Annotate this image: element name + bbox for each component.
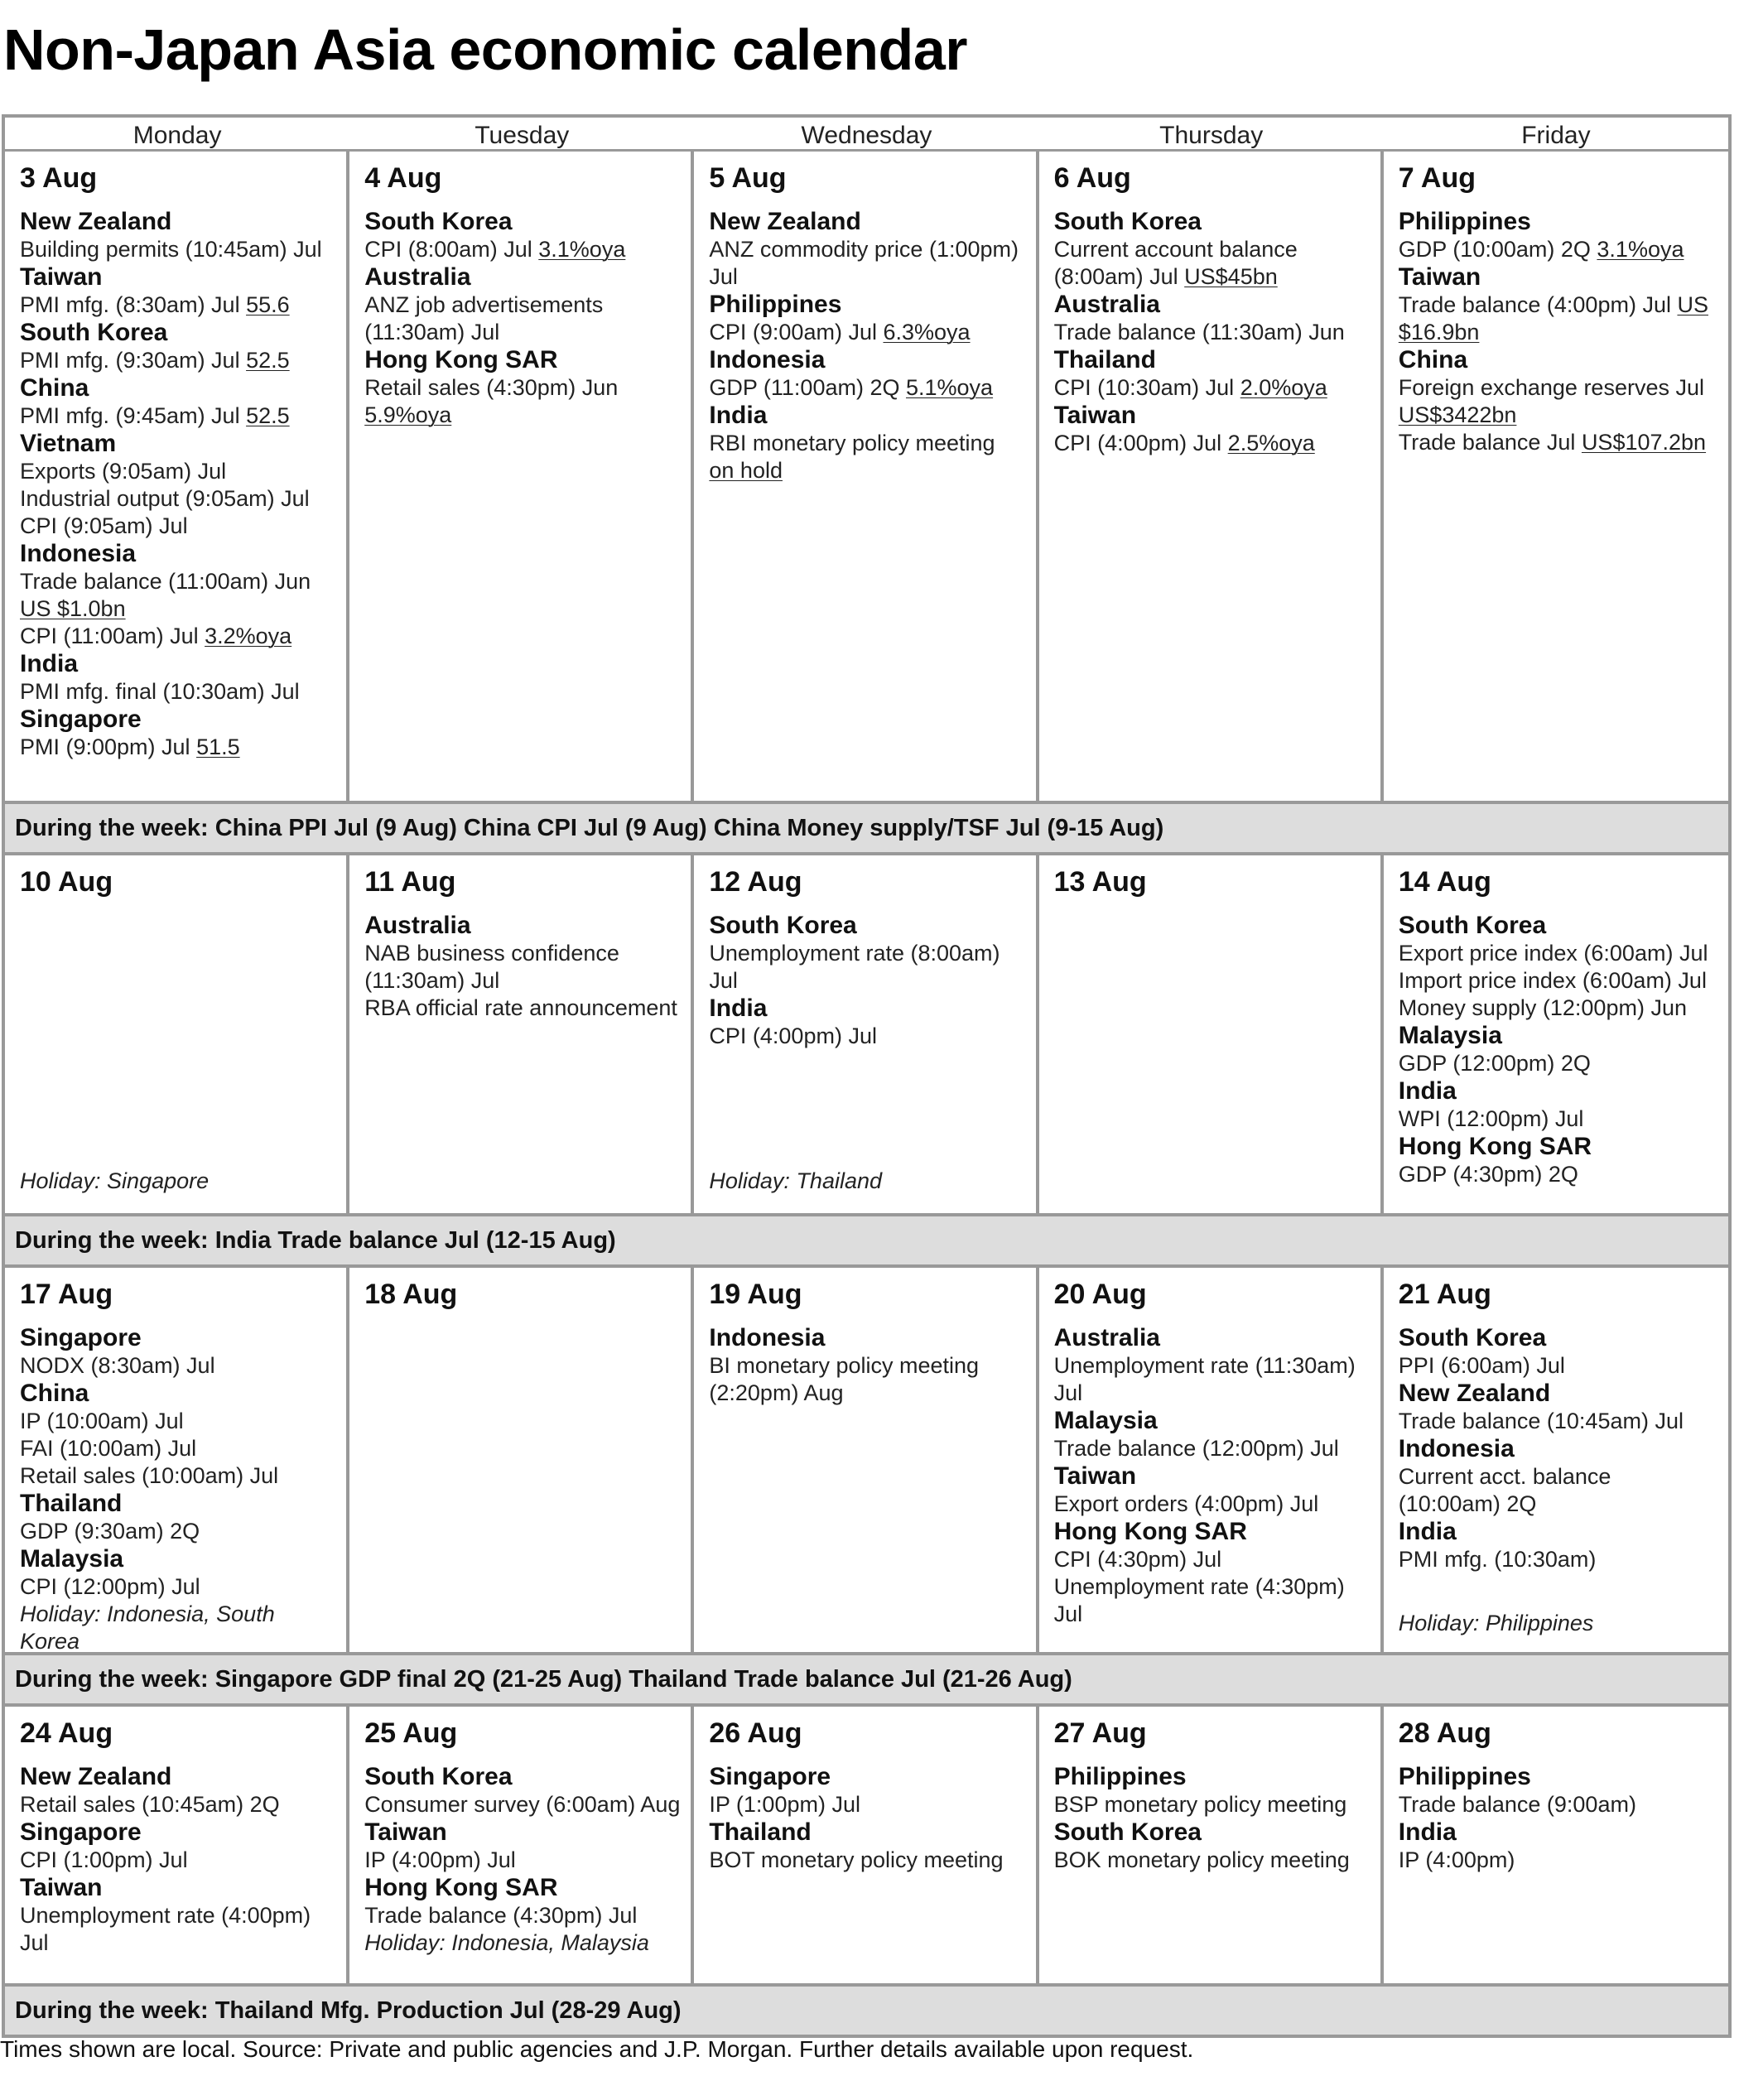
event-text: Unemployment rate (11:30am) Jul [1053, 1353, 1356, 1405]
event-text: Trade balance (12:00pm) Jul [1053, 1436, 1339, 1461]
event-line [20, 513, 336, 540]
event-line [20, 485, 336, 513]
event-line [20, 734, 336, 761]
event-text: PMI mfg. (9:30am) Jul [20, 348, 247, 373]
event-line [709, 319, 1025, 346]
forecast-value: 52.5 [246, 348, 290, 373]
event-text: Unemployment rate (4:00pm) Jul [20, 1903, 311, 1955]
event-text: Unemployment rate (4:30pm) Jul [1053, 1574, 1345, 1626]
event-text: BSP monetary policy meeting [1053, 1792, 1347, 1817]
event-text: ANZ job advertisements (11:30am) Jul [364, 292, 604, 344]
day-date: 19 Aug [709, 1279, 802, 1310]
event-text: GDP (12:00pm) 2Q [1398, 1051, 1591, 1076]
event-text: Retail sales (10:00am) Jul [20, 1463, 279, 1488]
event-line [364, 236, 681, 263]
event-text: IP (4:00pm) Jul [364, 1847, 516, 1872]
event-text: PMI (9:00pm) Jul [20, 735, 197, 759]
country-name: South Korea [1053, 208, 1202, 235]
event-text: PMI mfg. (10:30am) [1398, 1547, 1597, 1572]
day-cell [1384, 152, 1728, 801]
event-text: GDP (4:30pm) 2Q [1398, 1162, 1578, 1187]
event-line [20, 1902, 336, 1957]
country-name: Indonesia [709, 346, 826, 373]
day-cell [694, 1268, 1038, 1655]
event-line [1399, 1847, 1718, 1874]
day-date: 11 Aug [364, 866, 456, 898]
day-date: 20 Aug [1053, 1279, 1147, 1310]
country-name: Indonesia [20, 540, 137, 567]
country-name: Taiwan [20, 1874, 103, 1901]
event-line [1054, 374, 1370, 402]
event-text: Trade balance (4:00pm) Jul [1398, 292, 1678, 317]
event-text: CPI (9:00am) Jul [709, 320, 884, 344]
country-name: Singapore [709, 1763, 831, 1790]
event-line [20, 458, 336, 485]
event-line [20, 347, 336, 374]
event-text: PMI mfg. (8:30am) Jul [20, 292, 247, 317]
event-text: Import price index (6:00am) Jul [1398, 968, 1707, 993]
day-cell [349, 1268, 694, 1655]
event-text: CPI (12:00pm) Jul [20, 1574, 200, 1599]
country-name: Hong Kong SAR [1398, 1133, 1592, 1160]
country-name: India [709, 402, 768, 429]
event-line [20, 1573, 336, 1601]
country-name: Hong Kong SAR [364, 1874, 558, 1901]
event-text: CPI (4:00pm) Jul [709, 1024, 877, 1048]
event-line [20, 568, 336, 623]
forecast-value: 3.1%oya [1597, 237, 1684, 262]
country-name: Australia [1053, 291, 1160, 318]
country-name: Thailand [1053, 346, 1156, 373]
event-text: Current acct. balance (10:00am) 2Q [1398, 1464, 1611, 1516]
event-line [20, 1847, 336, 1874]
country-name: Philippines [1053, 1763, 1187, 1790]
forecast-value: US$3422bn [1398, 402, 1517, 427]
event-line [1054, 1546, 1370, 1573]
country-name: Hong Kong SAR [1053, 1518, 1247, 1545]
country-name: South Korea [364, 1763, 513, 1790]
day-cell [349, 1707, 694, 1983]
event-text: RBA official rate announcement [364, 995, 677, 1020]
event-text: CPI (8:00am) Jul [364, 237, 539, 262]
event-text: Consumer survey (6:00am) Aug [364, 1792, 681, 1817]
event-line [364, 1847, 681, 1874]
day-date: 10 Aug [20, 866, 113, 898]
event-line [20, 1791, 336, 1818]
event-text: Retail sales (10:45am) 2Q [20, 1792, 280, 1817]
day-date: 7 Aug [1398, 162, 1476, 194]
country-name: Taiwan [20, 263, 103, 291]
country-name: China [1398, 346, 1468, 373]
week-row [5, 1707, 1728, 1987]
event-line [364, 995, 681, 1022]
event-text: NAB business confidence (11:30am) Jul [364, 941, 619, 993]
forecast-value: US $16.9bn [1398, 292, 1708, 344]
day-cell [694, 1707, 1038, 1983]
weeks-container [5, 152, 1728, 2038]
event-text: CPI (1:00pm) Jul [20, 1847, 188, 1872]
event-text: PMI mfg. final (10:30am) Jul [20, 679, 300, 704]
day-header-row [5, 118, 1728, 152]
country-name: Australia [364, 263, 471, 291]
event-line [709, 1352, 1025, 1407]
event-text: Trade balance Jul [1398, 430, 1582, 455]
forecast-value: 6.3%oya [883, 320, 971, 344]
event-line [20, 236, 336, 263]
event-line [1054, 1491, 1370, 1518]
event-line [20, 623, 336, 650]
event-text: Current account balance (8:00am) Jul [1053, 237, 1298, 289]
country-name: India [1398, 1818, 1457, 1846]
event-line [1399, 1352, 1718, 1380]
country-name: Taiwan [1053, 1462, 1137, 1490]
country-name: Singapore [20, 706, 142, 733]
country-name: Malaysia [1053, 1407, 1158, 1434]
day-header-tuesday: Tuesday [474, 122, 570, 149]
day-cell [5, 1268, 349, 1655]
event-text: PPI (6:00am) Jul [1398, 1353, 1565, 1378]
event-line [709, 1023, 1025, 1050]
forecast-value: 3.2%oya [205, 624, 292, 648]
event-text: NODX (8:30am) Jul [20, 1353, 215, 1378]
event-text: FAI (10:00am) Jul [20, 1436, 197, 1461]
forecast-value: 5.9%oya [364, 402, 452, 427]
country-name: South Korea [1053, 1818, 1202, 1846]
event-line [1054, 1847, 1370, 1874]
event-line [364, 940, 681, 995]
day-cell [349, 152, 694, 801]
event-line [1399, 1546, 1718, 1573]
event-text: IP (4:00pm) [1398, 1847, 1515, 1872]
day-date: 13 Aug [1053, 866, 1147, 898]
event-line [1399, 236, 1718, 263]
country-name: South Korea [1398, 1324, 1547, 1351]
event-line [20, 678, 336, 706]
day-header-thursday: Thursday [1159, 122, 1264, 149]
event-text: Retail sales (4:30pm) Jun [364, 375, 619, 400]
event-line [1399, 291, 1718, 346]
country-name: South Korea [1398, 912, 1547, 939]
event-line [709, 1791, 1025, 1818]
forecast-value: 51.5 [196, 735, 240, 759]
day-cell [694, 152, 1038, 801]
event-text: BOT monetary policy meeting [709, 1847, 1004, 1872]
event-line [709, 374, 1025, 402]
day-cell [1384, 855, 1728, 1213]
event-line [1399, 995, 1718, 1022]
event-text: Exports (9:05am) Jul [20, 459, 227, 484]
event-line [1399, 1050, 1718, 1077]
event-line [364, 1902, 681, 1929]
event-line [1399, 967, 1718, 995]
week-row [5, 152, 1728, 804]
event-text: GDP (11:00am) 2Q [709, 375, 906, 400]
event-text: RBI monetary policy meeting [709, 431, 995, 455]
day-date: 26 Aug [709, 1717, 802, 1749]
forecast-value: on hold [709, 458, 783, 483]
event-text: Export orders (4:00pm) Jul [1053, 1491, 1319, 1516]
country-name: Malaysia [1398, 1022, 1502, 1049]
during-the-week-banner: During the week: Thailand Mfg. Production Jul (28-29 Aug) [5, 1987, 1728, 2038]
event-text: CPI (10:30am) Jul [1053, 375, 1240, 400]
country-name: Australia [1053, 1324, 1160, 1351]
week-row [5, 1268, 1728, 1655]
day-date: 21 Aug [1398, 1279, 1491, 1310]
event-text: Unemployment rate (8:00am) Jul [709, 941, 1000, 993]
event-line [364, 1791, 681, 1818]
country-name: New Zealand [20, 1763, 172, 1790]
event-text: GDP (10:00am) 2Q [1398, 237, 1597, 262]
event-text: Trade balance (11:00am) Jun [20, 569, 311, 594]
event-text: IP (1:00pm) Jul [709, 1792, 860, 1817]
event-line [1054, 1791, 1370, 1818]
day-cell [5, 855, 349, 1213]
event-text: Export price index (6:00am) Jul [1398, 941, 1708, 966]
event-line [1399, 429, 1718, 456]
day-date: 4 Aug [364, 162, 442, 194]
page-title: Non-Japan Asia economic calendar [3, 17, 967, 82]
day-cell [1384, 1707, 1728, 1983]
holiday-note: Holiday: Philippines [1398, 1611, 1594, 1635]
country-name: Philippines [1398, 1763, 1531, 1790]
event-line [1399, 1791, 1718, 1818]
event-line [364, 291, 681, 346]
event-line [1054, 1435, 1370, 1462]
forecast-value: 5.1%oya [906, 375, 994, 400]
event-text: Trade balance (4:30pm) Jul [364, 1903, 638, 1928]
day-date: 6 Aug [1053, 162, 1131, 194]
country-name: India [1398, 1077, 1457, 1105]
day-cell [5, 1707, 349, 1983]
day-cell [1039, 855, 1384, 1213]
event-text: GDP (9:30am) 2Q [20, 1519, 200, 1544]
holiday-note: Holiday: Indonesia, Malaysia [364, 1930, 649, 1955]
day-header-monday: Monday [132, 122, 222, 149]
day-header-friday: Friday [1521, 122, 1591, 149]
footer-note: Times shown are local. Source: Private and public agencies and J.P. Morgan. Further details available upon request. [0, 2036, 1194, 2062]
during-the-week-banner: During the week: Singapore GDP final 2Q (21-25 Aug) Thailand Trade balance Jul (21-26 Aug) [5, 1655, 1728, 1707]
event-line [1399, 940, 1718, 967]
forecast-value: 52.5 [246, 403, 290, 428]
event-line [709, 1847, 1025, 1874]
day-cell [1384, 1268, 1728, 1655]
forecast-value: 2.5%oya [1227, 431, 1315, 455]
country-name: New Zealand [1398, 1380, 1551, 1407]
event-line [1054, 1573, 1370, 1628]
country-name: South Korea [709, 912, 857, 939]
event-line [1054, 430, 1370, 457]
event-text: PMI mfg. (9:45am) Jul [20, 403, 247, 428]
country-name: Malaysia [20, 1545, 124, 1573]
country-name: Thailand [20, 1490, 123, 1517]
country-name: Vietnam [20, 430, 117, 457]
event-line [709, 940, 1025, 995]
during-the-week-banner: During the week: China PPI Jul (9 Aug) China CPI Jul (9 Aug) China Money supply/TSF Jul (9-15 Aug) [5, 804, 1728, 855]
event-line [20, 1408, 336, 1435]
holiday-note: Holiday: Indonesia, South Korea [20, 1601, 275, 1654]
event-line [1054, 1352, 1370, 1407]
event-line [20, 1435, 336, 1462]
event-line [1399, 1105, 1718, 1133]
country-name: Singapore [20, 1818, 142, 1846]
day-cell [1039, 152, 1384, 801]
day-date: 12 Aug [709, 866, 802, 898]
event-text: IP (10:00am) Jul [20, 1409, 184, 1433]
day-date: 25 Aug [364, 1717, 458, 1749]
event-text: Trade balance (11:30am) Jun [1053, 320, 1345, 344]
event-line [20, 1462, 336, 1490]
event-text: Foreign exchange reserves Jul [1398, 375, 1704, 400]
forecast-value: 55.6 [246, 292, 290, 317]
event-line [1054, 236, 1370, 291]
country-name: New Zealand [20, 208, 172, 235]
country-name: Singapore [20, 1324, 142, 1351]
event-text: CPI (9:05am) Jul [20, 513, 188, 538]
forecast-value: 3.1%oya [538, 237, 626, 262]
event-line [20, 1352, 336, 1380]
event-text: ANZ commodity price (1:00pm) Jul [709, 237, 1019, 289]
event-line [1399, 1408, 1718, 1435]
day-date: 24 Aug [20, 1717, 113, 1749]
event-text: Money supply (12:00pm) Jun [1398, 995, 1687, 1020]
day-date: 17 Aug [20, 1279, 113, 1310]
event-line [1399, 374, 1718, 429]
day-cell [694, 855, 1038, 1213]
country-name: Australia [364, 912, 471, 939]
event-text: Industrial output (9:05am) Jul [20, 486, 310, 511]
country-name: Taiwan [364, 1818, 447, 1846]
event-line [1054, 319, 1370, 346]
country-name: New Zealand [709, 208, 861, 235]
event-text: Trade balance (10:45am) Jul [1398, 1409, 1684, 1433]
event-line [20, 291, 336, 319]
day-cell [5, 152, 349, 801]
country-name: China [20, 1380, 89, 1407]
event-line [20, 402, 336, 430]
country-name: South Korea [364, 208, 513, 235]
forecast-value: US $1.0bn [20, 596, 126, 621]
calendar-grid [2, 114, 1732, 2038]
country-name: China [20, 374, 89, 402]
country-name: South Korea [20, 319, 168, 346]
forecast-value: US$107.2bn [1581, 430, 1707, 455]
event-text: CPI (4:30pm) Jul [1053, 1547, 1222, 1572]
day-date: 3 Aug [20, 162, 98, 194]
event-text: Building permits (10:45am) Jul [20, 237, 322, 262]
country-name: Thailand [709, 1818, 812, 1846]
week-row [5, 855, 1728, 1216]
event-line [1399, 1161, 1718, 1188]
event-text: BI monetary policy meeting (2:20pm) Aug [709, 1353, 980, 1405]
day-cell [1039, 1707, 1384, 1983]
day-date: 14 Aug [1398, 866, 1491, 898]
day-date: 28 Aug [1398, 1717, 1491, 1749]
day-header-wednesday: Wednesday [801, 122, 932, 149]
country-name: Philippines [709, 291, 842, 318]
country-name: India [709, 995, 768, 1022]
day-cell [1039, 1268, 1384, 1655]
event-text: CPI (11:00am) Jul [20, 624, 205, 648]
event-text: CPI (4:00pm) Jul [1053, 431, 1228, 455]
country-name: India [20, 650, 79, 677]
holiday-note: Holiday: Thailand [709, 1168, 883, 1193]
country-name: Hong Kong SAR [364, 346, 558, 373]
event-line [709, 430, 1025, 484]
holiday-note: Holiday: Singapore [20, 1168, 210, 1193]
event-text: BOK monetary policy meeting [1053, 1847, 1350, 1872]
event-line [709, 236, 1025, 291]
event-line [20, 1518, 336, 1545]
country-name: Taiwan [1053, 402, 1137, 429]
forecast-value: 2.0%oya [1240, 375, 1327, 400]
event-line [1399, 1463, 1718, 1518]
event-text: Trade balance (9:00am) [1398, 1792, 1636, 1817]
country-name: Philippines [1398, 208, 1531, 235]
during-the-week-banner: During the week: India Trade balance Jul (12-15 Aug) [5, 1216, 1728, 1268]
day-cell [349, 855, 694, 1213]
event-line [364, 374, 681, 429]
event-text: WPI (12:00pm) Jul [1398, 1106, 1584, 1131]
day-date: 27 Aug [1053, 1717, 1147, 1749]
day-date: 18 Aug [364, 1279, 458, 1310]
country-name: Indonesia [1398, 1435, 1515, 1462]
country-name: Taiwan [1398, 263, 1481, 291]
country-name: Indonesia [709, 1324, 826, 1351]
day-date: 5 Aug [709, 162, 787, 194]
forecast-value: US$45bn [1184, 264, 1278, 289]
country-name: India [1398, 1518, 1457, 1545]
